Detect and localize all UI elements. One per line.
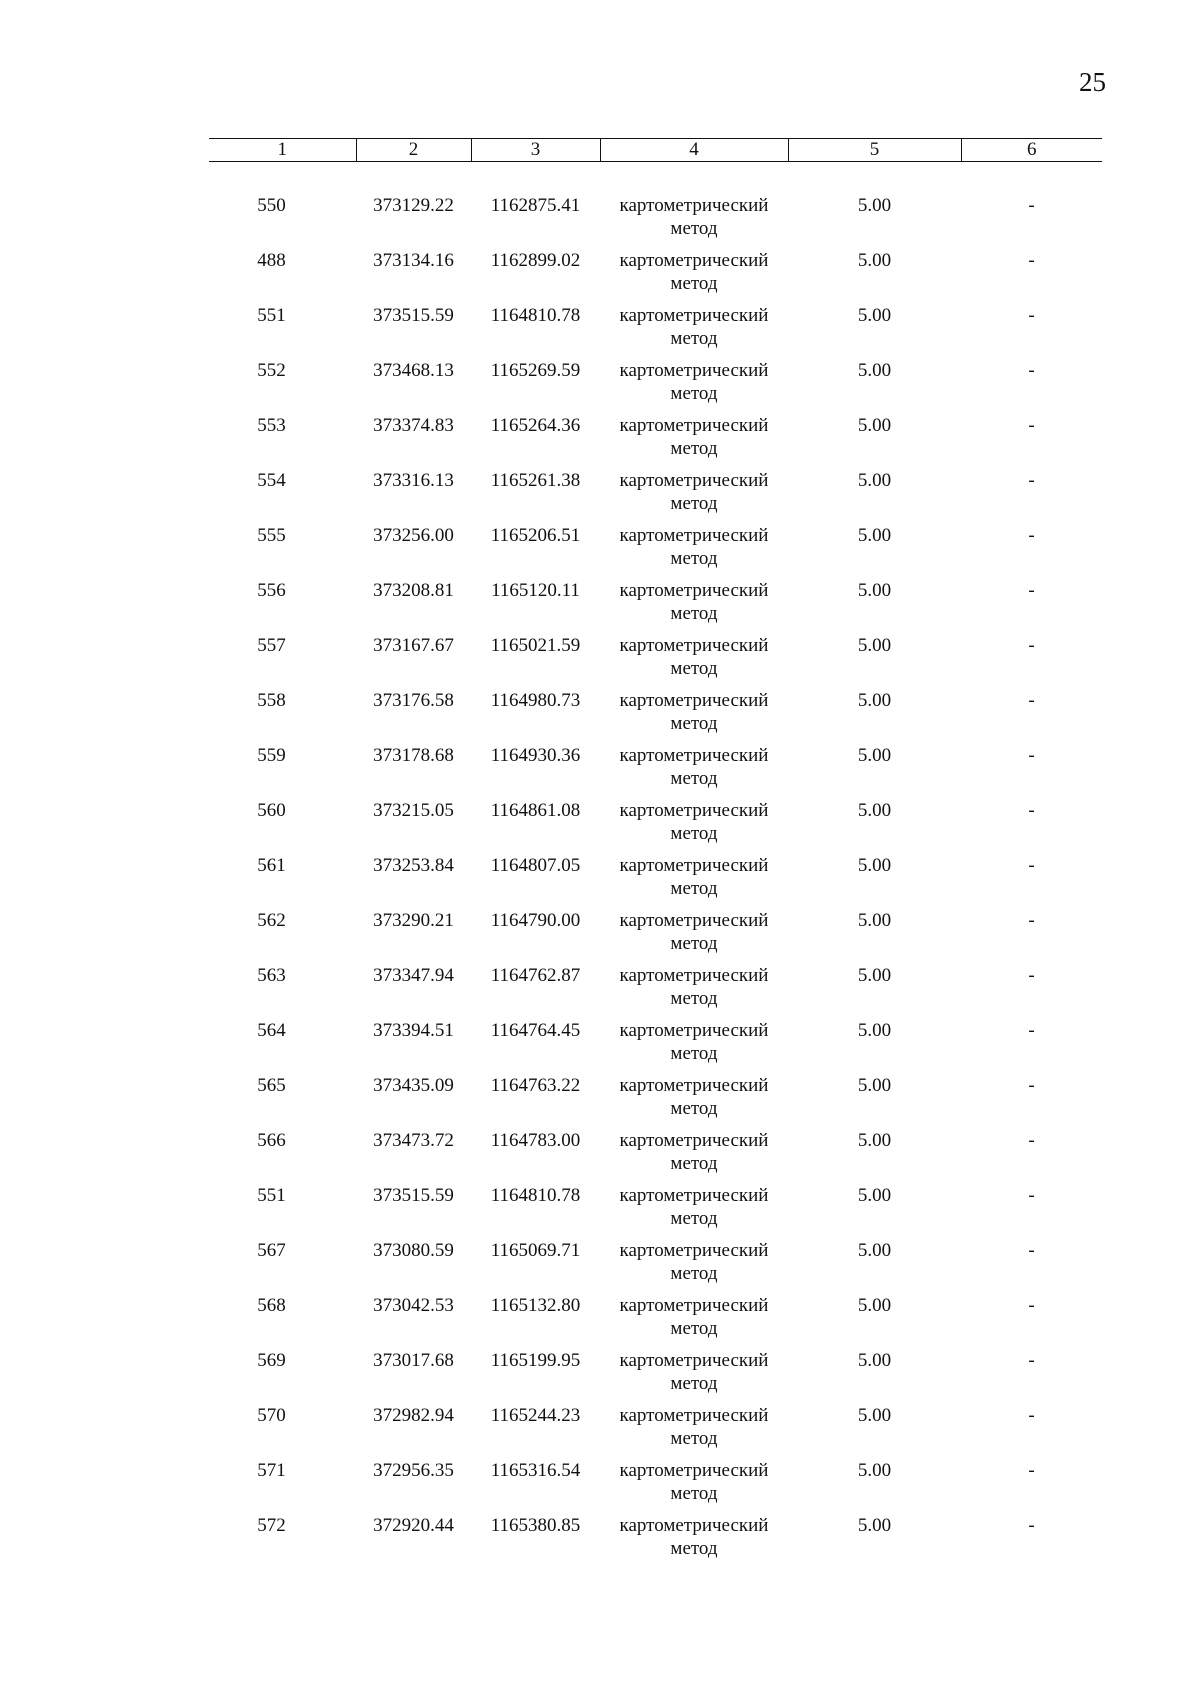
point-number-cell: 550 bbox=[257, 195, 286, 216]
y-coordinate-cell: 1165261.38 bbox=[490, 470, 581, 491]
y-coordinate-cell: 1164980.73 bbox=[490, 690, 581, 711]
point-number-cell: 553 bbox=[257, 415, 286, 436]
table-row bbox=[209, 1239, 1102, 1294]
point-number-cell: 557 bbox=[257, 635, 286, 656]
x-coordinate-cell: 373167.67 bbox=[373, 635, 454, 656]
method-cell: картометрический метод bbox=[619, 580, 769, 624]
note-cell: - bbox=[1028, 855, 1035, 876]
column-header-4: 4 bbox=[600, 139, 788, 162]
method-cell: картометрический метод bbox=[619, 1515, 769, 1559]
note-cell: - bbox=[1028, 415, 1035, 436]
method-cell: картометрический метод bbox=[619, 1295, 769, 1339]
method-cell: картометрический метод bbox=[619, 1240, 769, 1284]
point-number-cell: 565 bbox=[257, 1075, 286, 1096]
x-coordinate-cell: 373347.94 bbox=[373, 965, 454, 986]
point-number-cell: 551 bbox=[257, 1185, 286, 1206]
table-row bbox=[209, 524, 1102, 579]
x-coordinate-cell: 373134.16 bbox=[373, 250, 454, 271]
y-coordinate-cell: 1165316.54 bbox=[490, 1460, 581, 1481]
y-coordinate-cell: 1165244.23 bbox=[490, 1405, 581, 1426]
y-coordinate-cell: 1164762.87 bbox=[490, 965, 581, 986]
point-number-cell: 571 bbox=[257, 1460, 286, 1481]
method-cell: картометрический метод bbox=[619, 525, 769, 569]
accuracy-cell: 5.00 bbox=[857, 1020, 892, 1041]
table-row bbox=[209, 304, 1102, 359]
accuracy-cell: 5.00 bbox=[857, 250, 892, 271]
method-cell: картометрический метод bbox=[619, 415, 769, 459]
x-coordinate-cell: 372956.35 bbox=[373, 1460, 454, 1481]
x-coordinate-cell: 373042.53 bbox=[373, 1295, 454, 1316]
accuracy-cell: 5.00 bbox=[857, 195, 892, 216]
y-coordinate-cell: 1165132.80 bbox=[490, 1295, 581, 1316]
method-cell: картометрический метод bbox=[619, 1350, 769, 1394]
point-number-cell: 564 bbox=[257, 1020, 286, 1041]
point-number-cell: 563 bbox=[257, 965, 286, 986]
method-cell: картометрический метод bbox=[619, 690, 769, 734]
x-coordinate-cell: 373208.81 bbox=[373, 580, 454, 601]
accuracy-cell: 5.00 bbox=[857, 1460, 892, 1481]
x-coordinate-cell: 373394.51 bbox=[373, 1020, 454, 1041]
note-cell: - bbox=[1028, 745, 1035, 766]
table-row bbox=[209, 359, 1102, 414]
accuracy-cell: 5.00 bbox=[857, 745, 892, 766]
x-coordinate-cell: 373473.72 bbox=[373, 1130, 454, 1151]
point-number-cell: 561 bbox=[257, 855, 286, 876]
column-header-3: 3 bbox=[471, 139, 600, 162]
accuracy-cell: 5.00 bbox=[857, 1515, 892, 1536]
table-row bbox=[209, 162, 1102, 250]
x-coordinate-cell: 373515.59 bbox=[373, 1185, 454, 1206]
note-cell: - bbox=[1028, 1075, 1035, 1096]
point-number-cell: 566 bbox=[257, 1130, 286, 1151]
method-cell: картометрический метод bbox=[619, 965, 769, 1009]
table-row bbox=[209, 634, 1102, 689]
table-row bbox=[209, 1294, 1102, 1349]
accuracy-cell: 5.00 bbox=[857, 360, 892, 381]
y-coordinate-cell: 1164930.36 bbox=[490, 745, 581, 766]
note-cell: - bbox=[1028, 1295, 1035, 1316]
note-cell: - bbox=[1028, 1460, 1035, 1481]
column-header-2: 2 bbox=[356, 139, 471, 162]
method-cell: картометрический метод bbox=[619, 635, 769, 679]
note-cell: - bbox=[1028, 250, 1035, 271]
accuracy-cell: 5.00 bbox=[857, 415, 892, 436]
table-row bbox=[209, 1514, 1102, 1569]
x-coordinate-cell: 373253.84 bbox=[373, 855, 454, 876]
point-number-cell: 551 bbox=[257, 305, 286, 326]
table-row bbox=[209, 1459, 1102, 1514]
note-cell: - bbox=[1028, 1185, 1035, 1206]
y-coordinate-cell: 1165264.36 bbox=[490, 415, 581, 436]
table-row bbox=[209, 1019, 1102, 1074]
table-row bbox=[209, 744, 1102, 799]
table-header bbox=[209, 139, 1102, 162]
accuracy-cell: 5.00 bbox=[857, 1350, 892, 1371]
accuracy-cell: 5.00 bbox=[857, 1130, 892, 1151]
note-cell: - bbox=[1028, 965, 1035, 986]
method-cell: картометрический метод bbox=[619, 1460, 769, 1504]
table-row bbox=[209, 1129, 1102, 1184]
point-number-cell: 556 bbox=[257, 580, 286, 601]
point-number-cell: 570 bbox=[257, 1405, 286, 1426]
note-cell: - bbox=[1028, 1240, 1035, 1261]
x-coordinate-cell: 373178.68 bbox=[373, 745, 454, 766]
x-coordinate-cell: 372920.44 bbox=[373, 1515, 454, 1536]
accuracy-cell: 5.00 bbox=[857, 1185, 892, 1206]
table-row bbox=[209, 1074, 1102, 1129]
column-header-5: 5 bbox=[788, 139, 961, 162]
table-header-row bbox=[209, 139, 1102, 162]
point-number-cell: 567 bbox=[257, 1240, 286, 1261]
method-cell: картометрический метод bbox=[619, 1405, 769, 1449]
accuracy-cell: 5.00 bbox=[857, 1075, 892, 1096]
method-cell: картометрический метод bbox=[619, 470, 769, 514]
y-coordinate-cell: 1164861.08 bbox=[490, 800, 581, 821]
column-header-6: 6 bbox=[961, 139, 1102, 162]
y-coordinate-cell: 1165199.95 bbox=[490, 1350, 581, 1371]
method-cell: картометрический метод bbox=[619, 1020, 769, 1064]
accuracy-cell: 5.00 bbox=[857, 470, 892, 491]
y-coordinate-cell: 1162875.41 bbox=[490, 195, 581, 216]
x-coordinate-cell: 372982.94 bbox=[373, 1405, 454, 1426]
x-coordinate-cell: 373316.13 bbox=[373, 470, 454, 491]
y-coordinate-cell: 1164810.78 bbox=[490, 1185, 581, 1206]
point-number-cell: 488 bbox=[257, 250, 286, 271]
point-number-cell: 554 bbox=[257, 470, 286, 491]
point-number-cell: 569 bbox=[257, 1350, 286, 1371]
y-coordinate-cell: 1164764.45 bbox=[490, 1020, 581, 1041]
point-number-cell: 568 bbox=[257, 1295, 286, 1316]
note-cell: - bbox=[1028, 580, 1035, 601]
method-cell: картометрический метод bbox=[619, 1185, 769, 1229]
method-cell: картометрический метод bbox=[619, 855, 769, 899]
accuracy-cell: 5.00 bbox=[857, 965, 892, 986]
accuracy-cell: 5.00 bbox=[857, 635, 892, 656]
x-coordinate-cell: 373176.58 bbox=[373, 690, 454, 711]
table-row bbox=[209, 1184, 1102, 1239]
accuracy-cell: 5.00 bbox=[857, 1240, 892, 1261]
column-header-1: 1 bbox=[209, 139, 356, 162]
table-row bbox=[209, 1404, 1102, 1459]
accuracy-cell: 5.00 bbox=[857, 910, 892, 931]
table-row bbox=[209, 964, 1102, 1019]
table-row bbox=[209, 909, 1102, 964]
accuracy-cell: 5.00 bbox=[857, 305, 892, 326]
page-number: 25 bbox=[1079, 67, 1106, 97]
table-body bbox=[209, 162, 1102, 1570]
y-coordinate-cell: 1165206.51 bbox=[490, 525, 581, 546]
table-row bbox=[209, 1349, 1102, 1404]
method-cell: картометрический метод bbox=[619, 1075, 769, 1119]
table-row bbox=[209, 689, 1102, 744]
method-cell: картометрический метод bbox=[619, 1130, 769, 1174]
point-number-cell: 552 bbox=[257, 360, 286, 381]
note-cell: - bbox=[1028, 1350, 1035, 1371]
point-number-cell: 559 bbox=[257, 745, 286, 766]
note-cell: - bbox=[1028, 910, 1035, 931]
y-coordinate-cell: 1162899.02 bbox=[490, 250, 581, 271]
x-coordinate-cell: 373256.00 bbox=[373, 525, 454, 546]
table-row bbox=[209, 414, 1102, 469]
note-cell: - bbox=[1028, 305, 1035, 326]
note-cell: - bbox=[1028, 1130, 1035, 1151]
accuracy-cell: 5.00 bbox=[857, 525, 892, 546]
method-cell: картометрический метод bbox=[619, 360, 769, 404]
note-cell: - bbox=[1028, 635, 1035, 656]
table-row bbox=[209, 249, 1102, 304]
note-cell: - bbox=[1028, 360, 1035, 381]
y-coordinate-cell: 1164810.78 bbox=[490, 305, 581, 326]
accuracy-cell: 5.00 bbox=[857, 1295, 892, 1316]
point-number-cell: 560 bbox=[257, 800, 286, 821]
point-number-cell: 555 bbox=[257, 525, 286, 546]
x-coordinate-cell: 373017.68 bbox=[373, 1350, 454, 1371]
y-coordinate-cell: 1165269.59 bbox=[490, 360, 581, 381]
accuracy-cell: 5.00 bbox=[857, 580, 892, 601]
y-coordinate-cell: 1164807.05 bbox=[490, 855, 581, 876]
point-number-cell: 562 bbox=[257, 910, 286, 931]
note-cell: - bbox=[1028, 1405, 1035, 1426]
y-coordinate-cell: 1165380.85 bbox=[490, 1515, 581, 1536]
method-cell: картометрический метод bbox=[619, 800, 769, 844]
accuracy-cell: 5.00 bbox=[857, 800, 892, 821]
method-cell: картометрический метод bbox=[619, 250, 769, 294]
y-coordinate-cell: 1165021.59 bbox=[490, 635, 581, 656]
x-coordinate-cell: 373515.59 bbox=[373, 305, 454, 326]
y-coordinate-cell: 1164790.00 bbox=[490, 910, 581, 931]
method-cell: картометрический метод bbox=[619, 305, 769, 349]
x-coordinate-cell: 373468.13 bbox=[373, 360, 454, 381]
accuracy-cell: 5.00 bbox=[857, 855, 892, 876]
note-cell: - bbox=[1028, 1515, 1035, 1536]
x-coordinate-cell: 373215.05 bbox=[373, 800, 454, 821]
method-cell: картометрический метод bbox=[619, 195, 769, 239]
x-coordinate-cell: 373435.09 bbox=[373, 1075, 454, 1096]
point-number-cell: 558 bbox=[257, 690, 286, 711]
x-coordinate-cell: 373374.83 bbox=[373, 415, 454, 436]
table-row bbox=[209, 579, 1102, 634]
y-coordinate-cell: 1165069.71 bbox=[490, 1240, 581, 1261]
y-coordinate-cell: 1165120.11 bbox=[491, 580, 580, 601]
coordinates-table bbox=[209, 138, 1102, 1569]
method-cell: картометрический метод bbox=[619, 745, 769, 789]
x-coordinate-cell: 373290.21 bbox=[373, 910, 454, 931]
point-number-cell: 572 bbox=[257, 1515, 286, 1536]
table-row bbox=[209, 469, 1102, 524]
note-cell: - bbox=[1028, 525, 1035, 546]
note-cell: - bbox=[1028, 470, 1035, 491]
table-row bbox=[209, 799, 1102, 854]
note-cell: - bbox=[1028, 690, 1035, 711]
note-cell: - bbox=[1028, 1020, 1035, 1041]
method-cell: картометрический метод bbox=[619, 910, 769, 954]
note-cell: - bbox=[1028, 195, 1035, 216]
table-row bbox=[209, 854, 1102, 909]
accuracy-cell: 5.00 bbox=[857, 690, 892, 711]
note-cell: - bbox=[1028, 800, 1035, 821]
x-coordinate-cell: 373080.59 bbox=[373, 1240, 454, 1261]
y-coordinate-cell: 1164763.22 bbox=[490, 1075, 581, 1096]
accuracy-cell: 5.00 bbox=[857, 1405, 892, 1426]
x-coordinate-cell: 373129.22 bbox=[373, 195, 454, 216]
y-coordinate-cell: 1164783.00 bbox=[490, 1130, 581, 1151]
